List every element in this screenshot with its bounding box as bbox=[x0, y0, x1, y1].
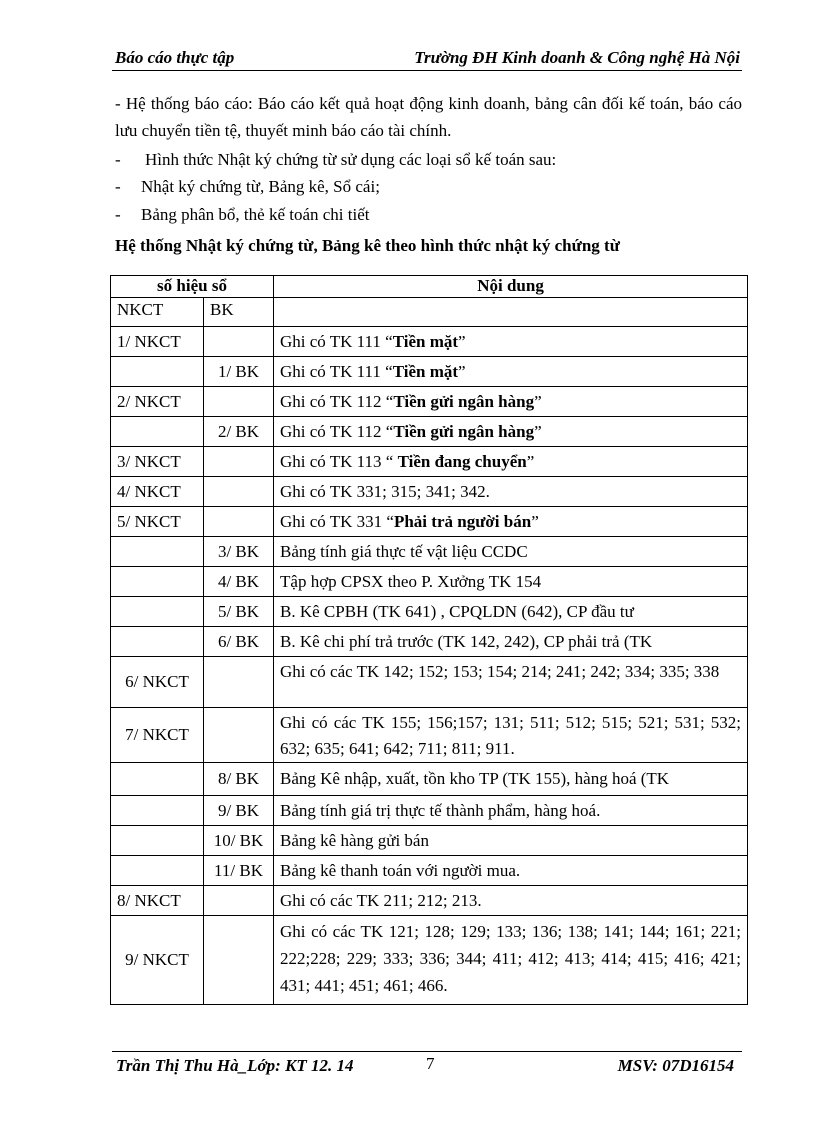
table-header-row bbox=[111, 276, 748, 298]
cell-nkct: 6/ NKCT bbox=[111, 657, 204, 708]
cell-nkct bbox=[111, 597, 204, 627]
cell-content: Ghi có các TK 211; 212; 213. bbox=[274, 886, 748, 916]
table-row bbox=[111, 417, 748, 447]
cell-nkct: 5/ NKCT bbox=[111, 507, 204, 537]
table-row bbox=[111, 763, 748, 796]
header-left: Báo cáo thực tập bbox=[115, 48, 235, 67]
bullet-dash: - bbox=[115, 205, 121, 224]
table-row bbox=[111, 537, 748, 567]
table-row bbox=[111, 387, 748, 417]
cell-content: Ghi có các TK 155; 156;157; 131; 511; 512; 515; 521; 531; 532; 632; 635; 641; 642; 711; 811; 911. bbox=[274, 708, 748, 763]
header-noi-dung: Nội dung bbox=[274, 276, 748, 298]
table-row bbox=[111, 597, 748, 627]
bullet-report-system: - Hệ thống báo cáo: Báo cáo kết quả hoạt động kinh doanh, bảng cân đối kế toán, báo cáo lưu chuyển tiền tệ, thuyết minh báo cáo tài chính. bbox=[115, 94, 742, 140]
journal-table bbox=[110, 275, 748, 1005]
cell-content: Bảng tính giá thực tế vật liệu CCDC bbox=[274, 537, 748, 567]
table-subheader-row bbox=[111, 298, 748, 327]
cell-content: Ghi có TK 331 “Phải trả người bán” bbox=[274, 507, 748, 537]
cell-nkct bbox=[111, 796, 204, 826]
cell-nkct: 7/ NKCT bbox=[111, 708, 204, 763]
bullet-allocation bbox=[115, 201, 742, 228]
table-row bbox=[111, 447, 748, 477]
cell-content: Tập hợp CPSX theo P. Xưởng TK 154 bbox=[274, 567, 748, 597]
cell-content: Bảng kê thanh toán với người mua. bbox=[274, 856, 748, 886]
cell-nkct: 9/ NKCT bbox=[111, 916, 204, 1005]
cell-content: B. Kê chi phí trả trước (TK 142, 242), CP phải trả (TK bbox=[274, 627, 748, 657]
bullet-dash: - bbox=[115, 150, 121, 169]
cell-content: Ghi có TK 111 “Tiền mặt” bbox=[274, 327, 748, 357]
cell-nkct bbox=[111, 567, 204, 597]
cell-bk: 1/ BK bbox=[204, 357, 274, 387]
cell-bk bbox=[204, 507, 274, 537]
cell-content: Bảng kê hàng gửi bán bbox=[274, 826, 748, 856]
cell-bk bbox=[204, 708, 274, 763]
table-row bbox=[111, 507, 748, 537]
bullet-books bbox=[115, 173, 742, 200]
page-header bbox=[112, 48, 742, 71]
cell-bk bbox=[204, 387, 274, 417]
cell-bk: 2/ BK bbox=[204, 417, 274, 447]
cell-content: Ghi có TK 331; 315; 341; 342. bbox=[274, 477, 748, 507]
footer-student-id: MSV: 07D16154 bbox=[617, 1056, 734, 1075]
table-row bbox=[111, 327, 748, 357]
cell-bk: 5/ BK bbox=[204, 597, 274, 627]
cell-content: Ghi có TK 113 “ Tiền đang chuyển” bbox=[274, 447, 748, 477]
cell-bk bbox=[204, 886, 274, 916]
table-row bbox=[111, 567, 748, 597]
cell-bk bbox=[204, 327, 274, 357]
table-row bbox=[111, 708, 748, 763]
bullet-dash: - bbox=[115, 177, 121, 196]
cell-bk: 11/ BK bbox=[204, 856, 274, 886]
table-row bbox=[111, 796, 748, 826]
table-row bbox=[111, 886, 748, 916]
subheader-bk: BK bbox=[204, 298, 274, 327]
header-right: Trường ĐH Kinh doanh & Công nghệ Hà Nội bbox=[414, 48, 740, 67]
bullet-form bbox=[115, 146, 742, 173]
cell-bk: 9/ BK bbox=[204, 796, 274, 826]
table-row bbox=[111, 856, 748, 886]
cell-nkct: 2/ NKCT bbox=[111, 387, 204, 417]
table-row bbox=[111, 826, 748, 856]
subheader-nkct: NKCT bbox=[111, 298, 204, 327]
cell-bk bbox=[204, 916, 274, 1005]
bullet-text: Nhật ký chứng từ, Bảng kê, Sổ cái; bbox=[141, 177, 380, 196]
cell-nkct bbox=[111, 763, 204, 796]
cell-nkct bbox=[111, 357, 204, 387]
cell-nkct: 8/ NKCT bbox=[111, 886, 204, 916]
cell-bk: 10/ BK bbox=[204, 826, 274, 856]
cell-nkct bbox=[111, 537, 204, 567]
cell-nkct bbox=[111, 826, 204, 856]
section-title: Hệ thống Nhật ký chứng từ, Bảng kê theo hình thức nhật ký chứng từ bbox=[115, 236, 620, 255]
page-number: 7 bbox=[426, 1054, 435, 1073]
cell-bk bbox=[204, 657, 274, 708]
cell-nkct: 4/ NKCT bbox=[111, 477, 204, 507]
cell-content: Ghi có các TK 121; 128; 129; 133; 136; 138; 141; 144; 161; 221; 222;228; 229; 333; 336; 344; 411; 412; 413; 414; 415; 416; 421; 431; 441; 451; 461; 466. bbox=[274, 916, 748, 1005]
cell-bk bbox=[204, 447, 274, 477]
cell-nkct: 3/ NKCT bbox=[111, 447, 204, 477]
cell-nkct bbox=[111, 417, 204, 447]
cell-nkct bbox=[111, 627, 204, 657]
footer-divider bbox=[112, 1051, 742, 1052]
table-row bbox=[111, 657, 748, 708]
cell-content: Ghi có TK 111 “Tiền mặt” bbox=[274, 357, 748, 387]
table-row bbox=[111, 357, 748, 387]
cell-nkct: 1/ NKCT bbox=[111, 327, 204, 357]
footer-author: Trần Thị Thu Hà_Lớp: KT 12. 14 bbox=[116, 1056, 354, 1075]
cell-bk bbox=[204, 477, 274, 507]
cell-content: B. Kê CPBH (TK 641) , CPQLDN (642), CP đầu tư bbox=[274, 597, 748, 627]
header-so-hieu: số hiệu sổ bbox=[111, 276, 274, 298]
cell-bk: 6/ BK bbox=[204, 627, 274, 657]
cell-content: Bảng tính giá trị thực tế thành phẩm, hàng hoá. bbox=[274, 796, 748, 826]
cell-content: Ghi có TK 112 “Tiền gửi ngân hàng” bbox=[274, 387, 748, 417]
table-row bbox=[111, 916, 748, 1005]
cell-content: Ghi có các TK 142; 152; 153; 154; 214; 241; 242; 334; 335; 338 bbox=[274, 657, 748, 708]
cell-content: Ghi có TK 112 “Tiền gửi ngân hàng” bbox=[274, 417, 748, 447]
cell-bk: 4/ BK bbox=[204, 567, 274, 597]
bullet-text: Hình thức Nhật ký chứng từ sử dụng các loại sổ kế toán sau: bbox=[145, 150, 557, 169]
cell-bk: 3/ BK bbox=[204, 537, 274, 567]
table-row bbox=[111, 477, 748, 507]
cell-nkct bbox=[111, 856, 204, 886]
table-row bbox=[111, 627, 748, 657]
cell-bk: 8/ BK bbox=[204, 763, 274, 796]
table-cell bbox=[274, 298, 748, 327]
cell-content: Bảng Kê nhập, xuất, tồn kho TP (TK 155), hàng hoá (TK bbox=[274, 763, 748, 796]
bullet-text: Bảng phân bổ, thẻ kế toán chi tiết bbox=[141, 205, 370, 224]
